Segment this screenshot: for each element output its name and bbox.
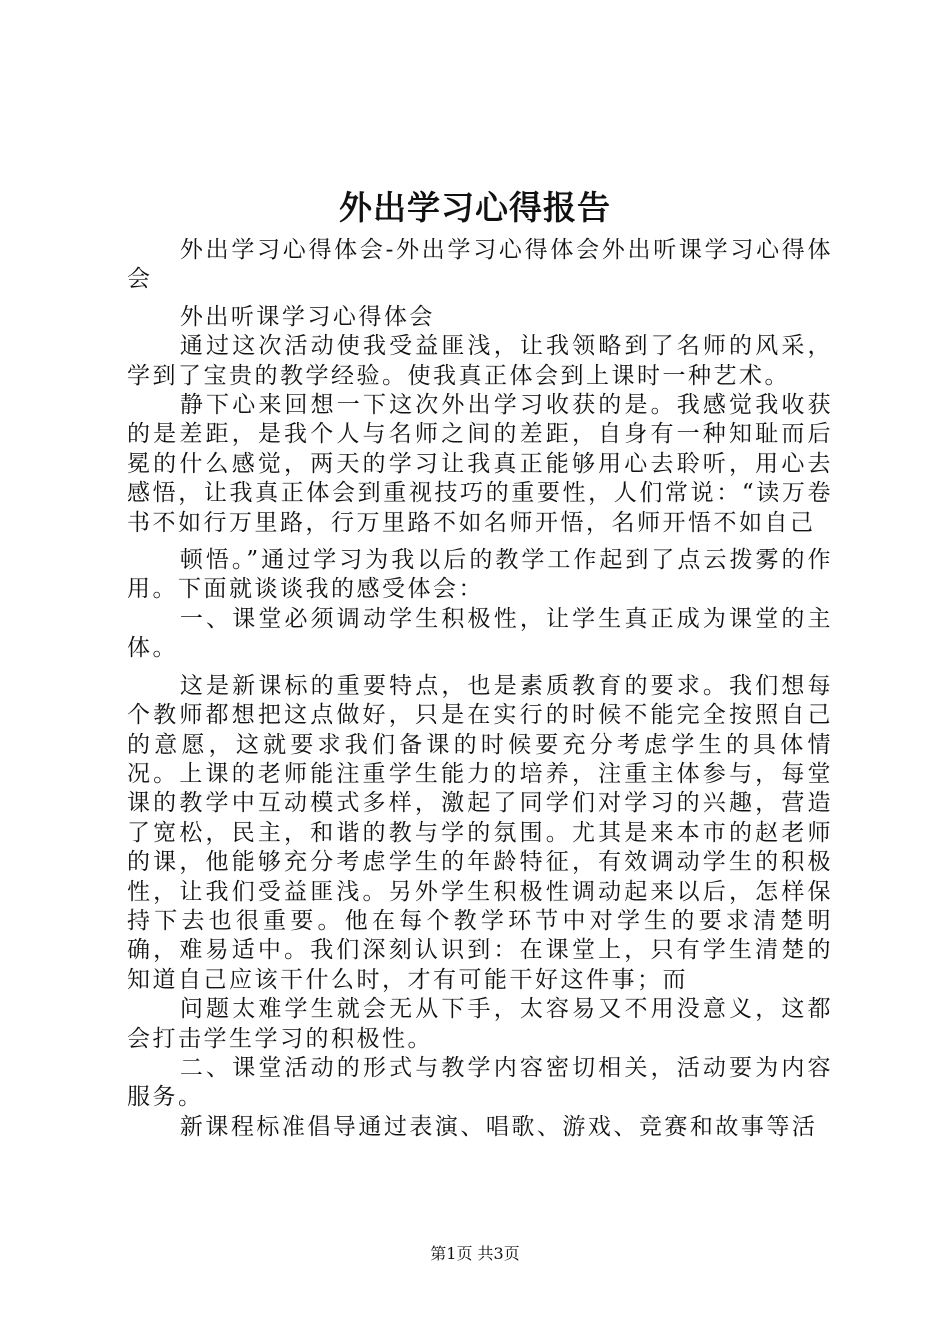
paragraph-7: 这是新课标的重要特点，也是素质教育的要求。我们想每个教师都想把这点做好，只是在实行的时候不能完全按照自己的意愿，这就要求我们备课的时候要充分考虑学生的具体情况。上课的老师能注重学生能力的培养，注重主体参与，每堂课的教学中互动模式多样，激起了同学们对学习的兴趣，营造了宽松，民主，和谐的教与学的氛围。尤其是来本市的赵老师的课，他能够充分考虑学生的年龄特征，有效调动学生的积极性，让我们受益匪浅。另外学生积极性调动起来以后，怎样保持下去也很重要。他在每个教学环节中对学生的要求清楚明确，难易适中。我们深刻认识到：在课堂上，只有学生清楚的知道自己应该干什么时，才有可能干好这件事；而 — [127, 672, 833, 993]
document-title: 外出学习心得报告 — [339, 188, 611, 227]
paragraph-9: 二、课堂活动的形式与教学内容密切相关，活动要为内容服务。 — [127, 1054, 833, 1111]
paragraph-2: 外出听课学习心得体会 — [179, 303, 435, 330]
paragraph-10: 新课程标准倡导通过表演、唱歌、游戏、竞赛和故事等活 — [179, 1113, 818, 1140]
paragraph-5: 顿悟。”通过学习为我以后的教学工作起到了点云拨雾的作用。下面就谈谈我的感受体会： — [127, 547, 833, 603]
paragraph-1: 外出学习心得体会-外出学习心得体会外出听课学习心得体会 — [127, 237, 833, 293]
paragraph-3: 通过这次活动使我受益匪浅，让我领略到了名师的风采，学到了宝贵的教学经验。使我真正体会到上课时一种艺术。 — [127, 333, 833, 389]
paragraph-8: 问题太难学生就会无从下手，太容易又不用没意义，这都会打击学生学习的积极性。 — [127, 996, 833, 1052]
paragraph-6: 一、课堂必须调动学生积极性，让学生真正成为课堂的主体。 — [127, 605, 833, 662]
paragraph-4: 静下心来回想一下这次外出学习收获的是。我感觉我收获的是差距，是我个人与名师之间的差距，自身有一种知耻而后冕的什么感觉，两天的学习让我真正能够用心去聆听，用心去感悟，让我真正体会到重视技巧的重要性，人们常说：“读万卷书不如行万里路，行万里路不如名师开悟，名师开悟不如自己 — [127, 392, 833, 536]
page-footer: 第1页 共3页 — [430, 1244, 520, 1263]
document-body — [127, 236, 833, 1142]
